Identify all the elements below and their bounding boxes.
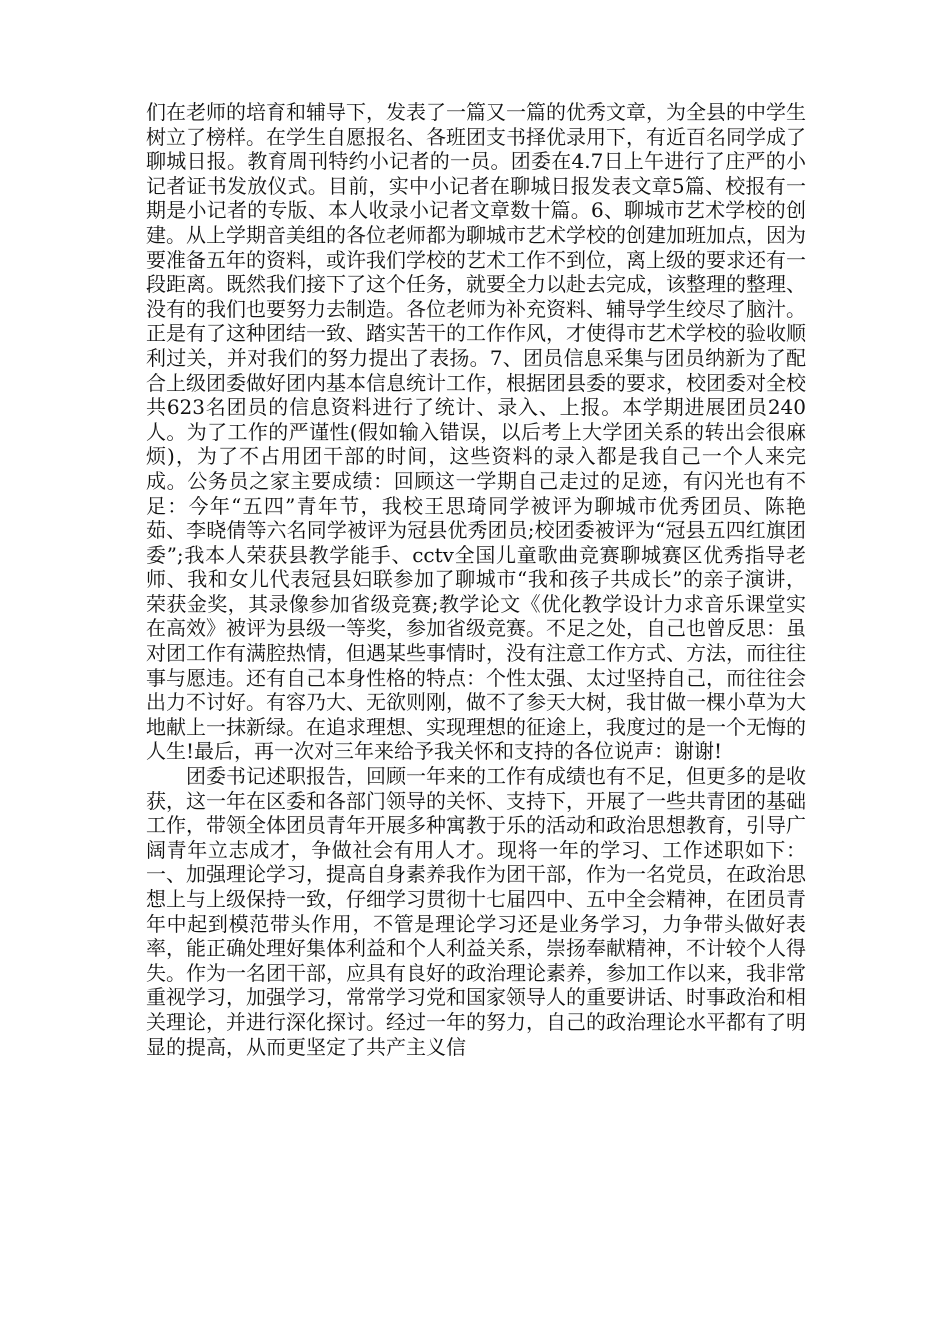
body-paragraph-1: 们在老师的培育和辅导下，发表了一篇又一篇的优秀文章，为全县的中学生树立了榜样。在学生自愿报名、各班团支书择优录用下，有近百名同学成了聊城日报。教育周刊特约小记者的一员。团委在4.7日上午进行了庄严的小记者证书发放仪式。目前，实中小记者在聊城日报发表文章5篇、校报有一期是小记者的专版、本人收录小记者文章数十篇。6、聊城市艺术学校的创建。从上学期音美组的各位老师都为聊城市艺术学校的创建加班加点，因为要准备五年的资料，或许我们学校的艺术工作不到位，离上级的要求还有一段距离。既然我们接下了这个任务，就要全力以赴去完成，该整理的整理、没有的我们也要努力去制造。各位老师为补充资料、辅导学生绞尽了脑汁。正是有了这种团结一致、踏实苦干的工作作风，才使得市艺术学校的验收顺利过关，并对我们的努力提出了表扬。7、团员信息采集与团员纳新为了配合上级团委做好团内基本信息统计工作，根据团县委的要求，校团委对全校共623名团员的信息资料进行了统计、录入、上报。本学期进展团员240人。为了工作的严谨性(假如输入错误，以后考上大学团关系的转出会很麻烦)，为了不占用团干部的时间，这些资料的录入都是我自己一个人来完成。公务员之家主要成绩：回顾这一学期自己走过的足迹，有闪光也有不足：今年“五四”青年节，我校王思琦同学被评为聊城市优秀团员、陈艳茹、李晓倩等六名同学被评为冠县优秀团员;校团委被评为“冠县五四红旗团委”;我本人荣获县教学能手、cctv全国儿童歌曲竞赛聊城赛区优秀指导老师、我和女儿代表冠县妇联参加了聊城市“我和孩子共成长”的亲子演讲，荣获金奖，其录像参加省级竞赛;教学论文《优化教学设计力求音乐课堂实在高效》被评为县级一等奖，参加省级竞赛。不足之处，自己也曾反思：虽对团工作有满腔热情，但遇某些事情时，没有注意工作方式、方法，而往往事与愿违。还有自己本身性格的特点：个性太强、太过坚持自己，而往往会出力不讨好。有容乃大、无欲则刚，做不了参天大树，我甘做一棵小草为大地献上一抹新绿。在追求理想、实现理想的征途上，我度过的是一个无悔的人生!最后，再一次对三年来给予我关怀和支持的各位说声：谢谢! bbox=[146, 100, 806, 764]
document-page bbox=[146, 100, 806, 1059]
body-paragraph-2: 团委书记述职报告，回顾一年来的工作有成绩也有不足，但更多的是收获，这一年在区委和各部门领导的关怀、支持下，开展了一些共青团的基础工作，带领全体团员青年开展多种寓教于乐的活动和政治思想教育，引导广阔青年立志成才，争做社会有用人才。现将一年的学习、工作述职如下：一、加强理论学习，提高自身素养我作为团干部，作为一名党员，在政治思想上与上级保持一致，仔细学习贯彻十七届四中、五中全会精神，在团员青年中起到模范带头作用，不管是理论学习还是业务学习，力争带头做好表率，能正确处理好集体利益和个人利益关系，崇扬奉献精神，不计较个人得失。作为一名团干部，应具有良好的政治理论素养，参加工作以来，我非常重视学习，加强学习，常常学习党和国家领导人的重要讲话、时事政治和相关理论，并进行深化探讨。经过一年的努力，自己的政治理论水平都有了明显的提高，从而更坚定了共产主义信 bbox=[146, 764, 806, 1059]
